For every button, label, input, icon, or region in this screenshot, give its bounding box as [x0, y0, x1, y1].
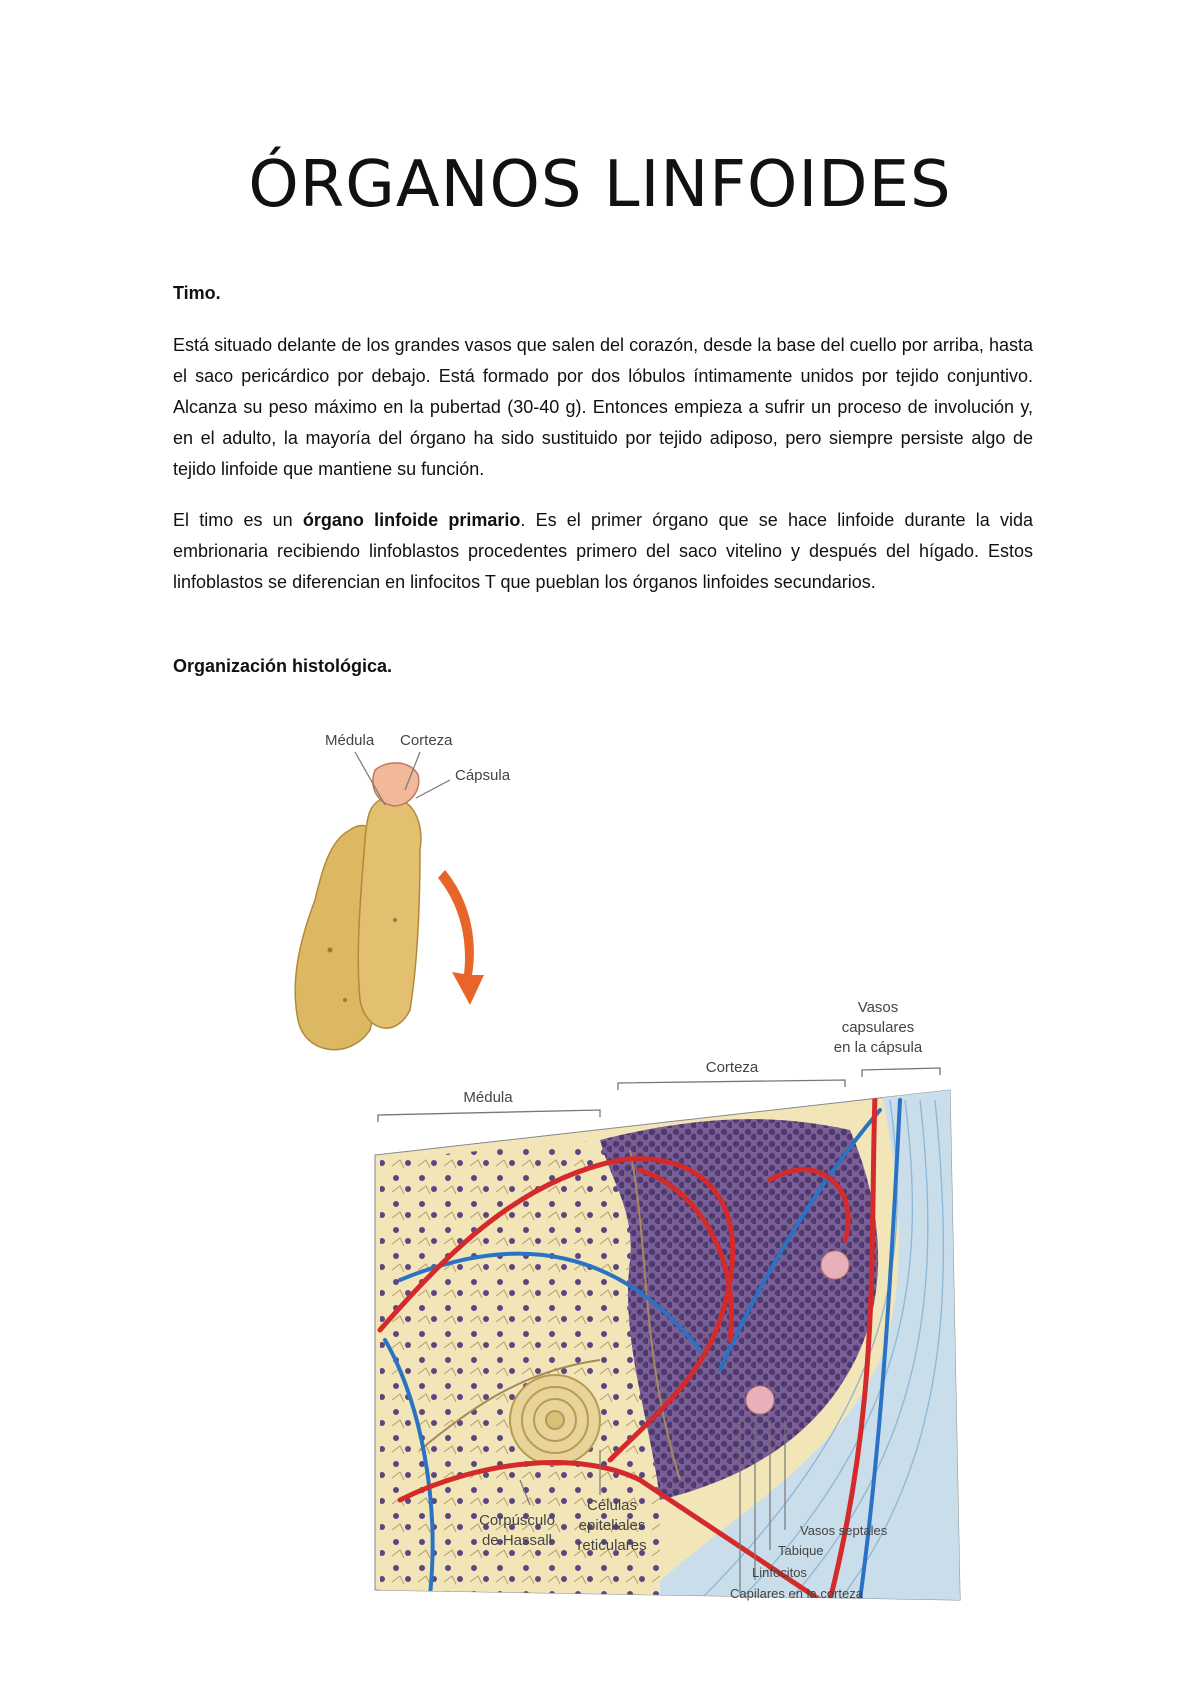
- label-vasos-septales: Vasos septales: [800, 1523, 888, 1538]
- cortex-corpuscle: [746, 1386, 774, 1414]
- label-celulas-3: reticulares: [577, 1537, 647, 1554]
- page-title: ÓRGANOS LINFOIDES: [248, 148, 952, 222]
- paragraph-text: . Es el primer órgano que se hace linfoide durante la vida embrionaria recibiendo linfoblastos procedentes primero del saco vitelino y después del hígado. Estos linfoblastos se diferencian en linfocitos T que pueblan los órganos linfoides secundarios.: [173, 510, 1033, 592]
- label-medula-gland: Médula: [325, 732, 375, 749]
- gland-lobe-right: [358, 798, 421, 1028]
- label-vasos-capsulares-1: Vasos: [857, 999, 899, 1016]
- label-celulas-1: Células: [586, 1497, 638, 1514]
- paragraph-text: El timo es un: [173, 510, 303, 530]
- label-tabique: Tabique: [778, 1543, 824, 1558]
- hassall-corpuscle: [510, 1375, 600, 1465]
- thymus-gland: [295, 763, 421, 1050]
- label-linfocitos: Linfocitos: [752, 1565, 807, 1580]
- label-corpusculo-1: Corpúsculo: [479, 1512, 555, 1529]
- label-vasos-capsulares-3: en la cápsula: [833, 1039, 923, 1056]
- down-arrow: [438, 870, 484, 1005]
- label-vasos-capsulares-2: capsulares: [841, 1019, 915, 1036]
- label-corpusculo-2: de Hassall: [481, 1532, 553, 1549]
- label-celulas-2: epiteliales: [578, 1517, 646, 1534]
- label-corteza-gland: Corteza: [400, 732, 453, 749]
- section-heading-histologia: Organización histológica.: [173, 656, 393, 676]
- paragraph-timo-location: Está situado delante de los grandes vasos que salen del corazón, desde la base del cuello por arriba, hasta el saco pericárdico por debajo. Está formado por dos lóbulos íntimamente unidos por tejido conjuntivo. Alcanza su peso máximo en la pubertad (30-40 g). Entonces empieza a sufrir un proceso de involución y, en el adulto, la mayoría del órgano ha sido sustituido por tejido adiposo, pero siempre persiste algo de tejido linfoide que mantiene su función.: [173, 335, 1033, 479]
- label-medula-section: Médula: [463, 1089, 513, 1106]
- label-capilares: Capilares en la corteza: [730, 1586, 863, 1601]
- gland-cut-surface: [373, 763, 419, 806]
- section-heading-timo: Timo.: [173, 283, 221, 303]
- label-corteza-section: Corteza: [705, 1059, 759, 1076]
- cortex-corpuscle: [821, 1251, 849, 1279]
- label-capsula: Cápsula: [455, 767, 511, 784]
- bold-term: órgano linfoide primario: [302, 510, 521, 530]
